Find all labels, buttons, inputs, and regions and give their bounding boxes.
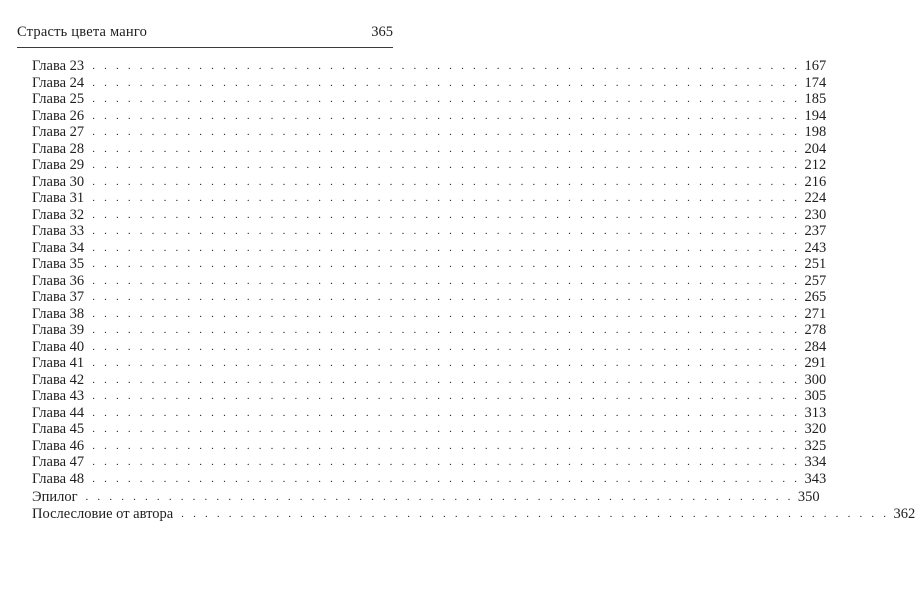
toc-entry — [32, 289, 827, 306]
dot-leader: . . . . . . . . . . . . . . . . . . . . . . . . . . . . . . . . . . . . . . . . . . . . . . . . . . . . . . . . . . . . — [181, 507, 890, 520]
toc-entry-page: 362 — [893, 505, 915, 522]
toc-entry — [32, 58, 827, 75]
toc-entry-page: 174 — [804, 74, 827, 91]
toc-entry-label: Глава 30 — [32, 173, 85, 190]
dot-leader: . . . . . . . . . . . . . . . . . . . . . . . . . . . . . . . . . . . . . . . . . . . . . . . . . . . . . . . . . . . . — [92, 390, 801, 402]
dot-leader: . . . . . . . . . . . . . . . . . . . . . . . . . . . . . . . . . . . . . . . . . . . . . . . . . . . . . . . . . . . . — [92, 291, 801, 303]
toc-entry-page: 325 — [804, 437, 827, 454]
toc-entry-label: Глава 36 — [32, 272, 85, 289]
toc-entry-label: Глава 41 — [32, 355, 85, 371]
toc-entry-label: Глава 26 — [32, 107, 85, 124]
toc-entry — [32, 223, 827, 240]
toc-entry-label: Глава 24 — [32, 74, 85, 91]
toc-entry-label: Глава 43 — [32, 388, 85, 404]
toc-entry-page: 257 — [804, 272, 827, 289]
dot-leader: . . . . . . . . . . . . . . . . . . . . . . . . . . . . . . . . . . . . . . . . . . . . . . . . . . . . . . . . . . . . — [85, 491, 794, 503]
toc-entry-page: 230 — [804, 206, 827, 223]
toc-entry-label: Глава 34 — [32, 239, 85, 256]
toc-entry-page: 305 — [804, 388, 827, 404]
toc-entry-label: Глава 40 — [32, 338, 85, 355]
toc-entry — [32, 74, 827, 92]
dot-leader: . . . . . . . . . . . . . . . . . . . . . . . . . . . . . . . . . . . . . . . . . . . . . . . . . . . . . . . . . . . . — [92, 324, 801, 336]
dot-leader: . . . . . . . . . . . . . . . . . . . . . . . . . . . . . . . . . . . . . . . . . . . . . . . . . . . . . . . . . . . . — [92, 472, 801, 485]
dot-leader: . . . . . . . . . . . . . . . . . . . . . . . . . . . . . . . . . . . . . . . . . . . . . . . . . . . . . . . . . . . . — [92, 274, 801, 287]
toc-entry-page: 194 — [804, 107, 827, 124]
toc-entry — [32, 173, 827, 191]
toc-entry-label: Послесловие от автора — [32, 505, 174, 522]
toc-entry-page: 320 — [804, 421, 827, 437]
toc-entry-label: Глава 32 — [32, 206, 85, 223]
toc-entry-label: Глава 48 — [32, 470, 85, 487]
dot-leader: . . . . . . . . . . . . . . . . . . . . . . . . . . . . . . . . . . . . . . . . . . . . . . . . . . . . . . . . . . . . — [92, 406, 801, 419]
toc-entry-page: 271 — [804, 305, 827, 322]
dot-leader: . . . . . . . . . . . . . . . . . . . . . . . . . . . . . . . . . . . . . . . . . . . . . . . . . . . . . . . . . . . . — [92, 373, 801, 386]
toc-entry — [32, 388, 827, 405]
toc-entry-page: 216 — [804, 173, 827, 190]
toc-entry-label: Глава 35 — [32, 256, 85, 272]
toc-entry — [32, 322, 827, 339]
toc-entry-page: 265 — [804, 289, 827, 305]
toc-entry — [32, 505, 915, 523]
toc-entry-page: 350 — [797, 489, 820, 505]
toc-entry-page: 291 — [804, 355, 827, 371]
dot-leader: . . . . . . . . . . . . . . . . . . . . . . . . . . . . . . . . . . . . . . . . . . . . . . . . . . . . . . . . . . . . — [92, 307, 801, 320]
dot-leader: . . . . . . . . . . . . . . . . . . . . . . . . . . . . . . . . . . . . . . . . . . . . . . . . . . . . . . . . . . . . — [92, 109, 801, 122]
toc-entry-page: 204 — [804, 140, 827, 157]
dot-leader: . . . . . . . . . . . . . . . . . . . . . . . . . . . . . . . . . . . . . . . . . . . . . . . . . . . . . . . . . . . . — [92, 241, 801, 254]
toc-entry-label: Глава 46 — [32, 437, 85, 454]
toc-entry-label: Глава 39 — [32, 322, 85, 338]
toc-entry — [32, 489, 820, 506]
dot-leader: . . . . . . . . . . . . . . . . . . . . . . . . . . . . . . . . . . . . . . . . . . . . . . . . . . . . . . . . . . . . — [92, 357, 801, 369]
toc-entry-label: Глава 31 — [32, 190, 85, 206]
toc-entry — [32, 305, 827, 323]
toc-entry-page: 224 — [804, 190, 827, 206]
dot-leader: . . . . . . . . . . . . . . . . . . . . . . . . . . . . . . . . . . . . . . . . . . . . . . . . . . . . . . . . . . . . — [92, 423, 801, 435]
toc-entry-label: Глава 45 — [32, 421, 85, 437]
book-title: Страсть цвета манго — [17, 24, 148, 40]
toc-entry — [32, 355, 827, 372]
toc-entry-label: Глава 37 — [32, 289, 85, 305]
toc-entry-page: 334 — [804, 454, 827, 470]
dot-leader: . . . . . . . . . . . . . . . . . . . . . . . . . . . . . . . . . . . . . . . . . . . . . . . . . . . . . . . . . . . . — [92, 142, 801, 155]
header-rule — [17, 47, 393, 48]
toc-entry-page: 212 — [804, 157, 827, 173]
dot-leader: . . . . . . . . . . . . . . . . . . . . . . . . . . . . . . . . . . . . . . . . . . . . . . . . . . . . . . . . . . . . — [92, 208, 801, 221]
toc-entry — [32, 338, 827, 356]
dot-leader: . . . . . . . . . . . . . . . . . . . . . . . . . . . . . . . . . . . . . . . . . . . . . . . . . . . . . . . . . . . . — [92, 258, 801, 270]
dot-leader: . . . . . . . . . . . . . . . . . . . . . . . . . . . . . . . . . . . . . . . . . . . . . . . . . . . . . . . . . . . . — [92, 175, 801, 188]
dot-leader: . . . . . . . . . . . . . . . . . . . . . . . . . . . . . . . . . . . . . . . . . . . . . . . . . . . . . . . . . . . . — [92, 192, 801, 204]
toc-entry — [32, 190, 827, 207]
toc-entry — [32, 256, 827, 273]
toc-entry — [32, 124, 827, 141]
toc-entry-page: 198 — [804, 124, 827, 140]
toc-entry-label: Эпилог — [32, 489, 78, 505]
toc-entry-page: 185 — [804, 91, 827, 107]
toc-entry — [32, 239, 827, 257]
dot-leader: . . . . . . . . . . . . . . . . . . . . . . . . . . . . . . . . . . . . . . . . . . . . . . . . . . . . . . . . . . . . — [92, 60, 801, 72]
toc-entry-label: Глава 25 — [32, 91, 85, 107]
toc-entry — [32, 404, 827, 422]
toc-entry-label: Глава 42 — [32, 371, 85, 388]
toc-entry-label: Глава 47 — [32, 454, 85, 470]
toc-entry — [32, 371, 827, 389]
dot-leader: . . . . . . . . . . . . . . . . . . . . . . . . . . . . . . . . . . . . . . . . . . . . . . . . . . . . . . . . . . . . — [92, 456, 801, 468]
toc-entry — [32, 454, 827, 471]
toc-entry-page: 237 — [804, 223, 827, 239]
dot-leader: . . . . . . . . . . . . . . . . . . . . . . . . . . . . . . . . . . . . . . . . . . . . . . . . . . . . . . . . . . . . — [92, 439, 801, 452]
toc-entry-label: Глава 23 — [32, 58, 85, 74]
dot-leader: . . . . . . . . . . . . . . . . . . . . . . . . . . . . . . . . . . . . . . . . . . . . . . . . . . . . . . . . . . . . — [92, 340, 801, 353]
toc-entry-label: Глава 33 — [32, 223, 85, 239]
toc-entry-label: Глава 44 — [32, 404, 85, 421]
table-of-contents — [32, 58, 915, 522]
dot-leader: . . . . . . . . . . . . . . . . . . . . . . . . . . . . . . . . . . . . . . . . . . . . . . . . . . . . . . . . . . . . — [92, 159, 801, 171]
toc-entry-page: 284 — [804, 338, 827, 355]
toc-entry-page: 313 — [804, 404, 827, 421]
toc-entry — [32, 272, 827, 290]
toc-entry-page: 300 — [804, 371, 827, 388]
toc-entry — [32, 421, 827, 438]
toc-entry-page: 243 — [804, 239, 827, 256]
toc-entry-page: 278 — [804, 322, 827, 338]
dot-leader: . . . . . . . . . . . . . . . . . . . . . . . . . . . . . . . . . . . . . . . . . . . . . . . . . . . . . . . . . . . . — [92, 76, 801, 89]
dot-leader: . . . . . . . . . . . . . . . . . . . . . . . . . . . . . . . . . . . . . . . . . . . . . . . . . . . . . . . . . . . . — [92, 225, 801, 237]
toc-entry-label: Глава 27 — [32, 124, 85, 140]
toc-entry-label: Глава 28 — [32, 140, 85, 157]
toc-entry-label: Глава 29 — [32, 157, 85, 173]
toc-entry — [32, 157, 827, 174]
toc-entry — [32, 107, 827, 125]
toc-entry — [32, 470, 827, 488]
toc-entry — [32, 140, 827, 158]
page-number: 365 — [371, 24, 393, 40]
toc-entry-label: Глава 38 — [32, 305, 85, 322]
dot-leader: . . . . . . . . . . . . . . . . . . . . . . . . . . . . . . . . . . . . . . . . . . . . . . . . . . . . . . . . . . . . — [92, 93, 801, 105]
toc-entry-page: 343 — [804, 470, 827, 487]
toc-entry-page: 251 — [804, 256, 827, 272]
toc-entry — [32, 206, 827, 224]
toc-entry-page: 167 — [804, 58, 827, 74]
toc-entry — [32, 437, 827, 455]
toc-entry — [32, 91, 827, 108]
dot-leader: . . . . . . . . . . . . . . . . . . . . . . . . . . . . . . . . . . . . . . . . . . . . . . . . . . . . . . . . . . . . — [92, 126, 801, 138]
running-header — [17, 22, 393, 42]
